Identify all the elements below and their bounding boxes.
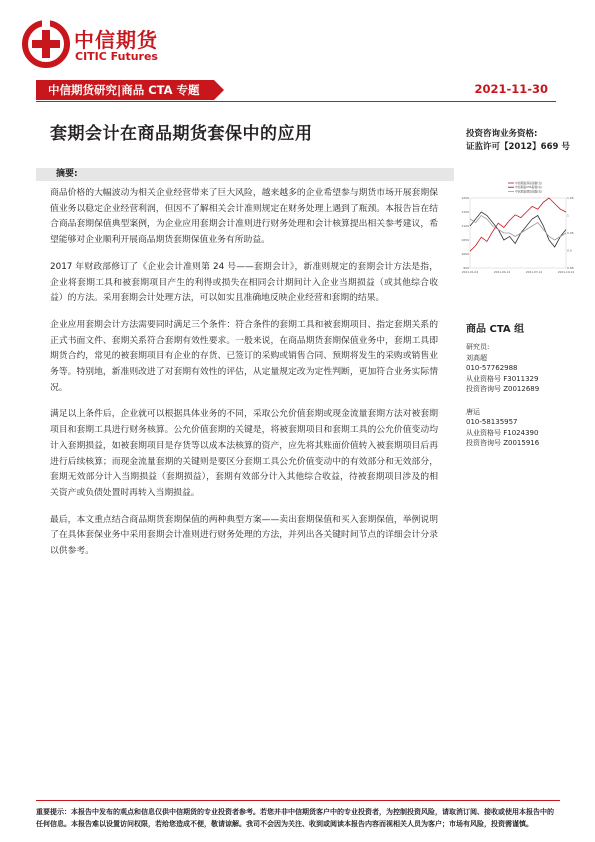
y-right-tick-label: 1 — [567, 213, 569, 218]
report-header-bar — [36, 80, 556, 102]
report-category-label: 中信期货研究|商品 CTA 专题 — [36, 80, 214, 100]
index-line-chart — [458, 180, 578, 280]
analyst-role: 研究员: — [466, 343, 490, 351]
y-left-tick-label: 1100 — [461, 224, 469, 228]
y-right-tick-label: 0.95 — [567, 231, 574, 235]
legend-label: 中信期货CTA指数(右) — [515, 185, 543, 190]
analyst-card — [466, 342, 586, 395]
abstract-bar — [36, 168, 454, 181]
report-date: 2021-11-30 — [474, 82, 548, 96]
chart-plot-frame — [470, 198, 566, 268]
legend-label: 中信期货商品指数(左) — [515, 181, 543, 185]
analyst-cert-2: 投资咨询号 Z0015916 — [466, 439, 540, 447]
report-title: 套期会计在商品期货套保中的应用 — [50, 124, 313, 144]
y-left-tick-label: 1200 — [461, 196, 469, 200]
qualification-line-2: 证监许可【2012】669 号 — [466, 142, 570, 152]
x-tick-label: 2021-01-04 — [461, 270, 479, 274]
analyst-phone: 010-57762988 — [466, 364, 518, 372]
logo-name-cn: 中信期货 — [74, 28, 158, 52]
analyst-phone: 010-58135957 — [466, 418, 518, 426]
citic-logo-icon — [22, 20, 70, 68]
logo-name-en: CITIC Futures — [75, 50, 158, 63]
brand-logo — [22, 20, 192, 72]
y-right-tick-label: 0.9 — [567, 248, 572, 253]
analyst-card — [466, 407, 586, 449]
x-tick-label: 2021-10-14 — [557, 270, 575, 274]
analyst-cert-1: 从业资格号 F1024390 — [466, 428, 539, 437]
series-line — [470, 216, 566, 241]
legend-label: 中信期货期货指数(右) — [515, 189, 543, 194]
y-left-tick-label: 950 — [463, 266, 469, 270]
abstract-body — [50, 186, 438, 571]
paragraph-5: 最后，本文重点结合商品期货套期保值的两种典型方案——卖出套期保值和买入套期保值，举例说明了在具体套保业务中采用套期会计准则进行财务处理的方法，并列出各关键时间节点的详细会计分录以供参考。 — [50, 514, 438, 557]
paragraph-4: 满足以上条件后，企业就可以根据具体业务的不同，采取公允价值套期或现金流量套期方法对被套期项目和套期工具进行财务核算。公允价值套期的关键是，将被套期项目和套期工具的公允价值变动均计入套期损益，如被套期项目是存货等以成本法核算的资产，应先将其账面价值转入被套期项目后再进行后续核算；而现金流量套期的关键则是要区分套期工具公允价值变动中的有效部分和无效部分，套期无效部分计入当期损益（套期损益），套期有效部分计入其他综合收益，待被套期项目涉及的相关资产或负债处置时再转入当期损益。 — [50, 409, 438, 498]
analyst-cert-2: 投资咨询号 Z0012689 — [466, 385, 540, 393]
analyst-name: 唐运 — [466, 407, 480, 416]
qualification-block — [466, 128, 570, 154]
analyst-cert-1: 从业资格号 F3011329 — [466, 374, 539, 383]
analyst-name: 刘高超 — [466, 353, 487, 362]
abstract-label: 摘要: — [56, 169, 78, 179]
x-tick-label: 2021-04-14 — [493, 270, 511, 274]
paragraph-1: 商品价格的大幅波动为相关企业经营带来了巨大风险，越来越多的企业希望参与期货市场开展套期保值业务以稳定企业经营利润，但因不了解相关会计准则规定在财务处理上遇到了瓶颈。本报告旨在结合商品套期保值典型案例，为企业应用套期会计准则进行财务处理和会计核算提出相关参考建议，希望能够对企业顺利开展商品期货套期保值业务有所助益。 — [50, 188, 438, 246]
y-left-tick-label: 1150 — [461, 210, 469, 214]
y-right-tick-label: 1.05 — [567, 196, 574, 200]
x-tick-label: 2021-07-14 — [525, 270, 543, 274]
y-left-tick-label: 1050 — [461, 238, 469, 242]
paragraph-3: 企业应用套期会计方法需要同时满足三个条件：符合条件的套期工具和被套期项目、指定套期关系的正式书面文件、套期关系符合套期有效性要求。一般来说，在商品期货套期保值业务中，套期工具即期货合约，常见的被套期项目有企业的存货、已签订的采购或销售合同、预期将发生的采购或销售业务等。特别地，新准则改进了对套期有效性的评估，从定量规定改为定性判断，更加符合业务实际情况。 — [50, 319, 438, 393]
y-right-tick-label: 0.85 — [567, 266, 574, 270]
qualification-line-1: 投资咨询业务资格: — [466, 129, 538, 139]
disclaimer-footer: 重要提示：本报告中发布的观点和信息仅供中信期货的专业投资者参考。若您并非中信期货客户中的专业投资者，为控制投资风险，请取消订阅、接收或使用本报告中的任何信息。本报告难以设置访问权限，若给您造成不便，敬请谅解。我司不会因为关注、收到或阅读本报告内容而视相关人员为客户；市场有风险，投资需谨慎。 — [36, 800, 560, 830]
team-title: 商品 CTA 组 — [466, 324, 525, 335]
analyst-team — [466, 320, 586, 461]
paragraph-2: 2017 年财政部修订了《企业会计准则第 24 号——套期会计》，新准则规定的套期会计方法是指，企业将套期工具和被套期项目产生的利得或损失在相同会计期间计入企业当期损益（或其他综合收益）的方法。采用套期会计处理方法，可以如实且准确地反映企业经营和套期的结果。 — [50, 261, 438, 304]
y-left-tick-label: 1000 — [461, 252, 469, 256]
